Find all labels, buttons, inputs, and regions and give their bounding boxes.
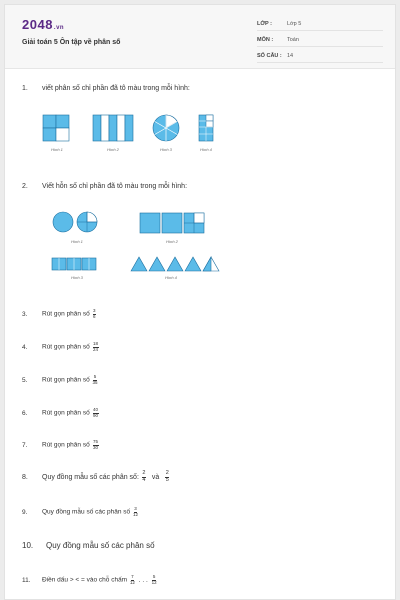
fraction	[93, 375, 98, 385]
meta-subject	[257, 33, 383, 47]
denominator: 12	[129, 579, 135, 585]
meta-label: SỐ CÂU :	[257, 53, 282, 59]
numerator: 5	[152, 574, 156, 579]
fraction	[93, 440, 99, 450]
figure-caption: Hình 2	[166, 239, 178, 244]
denominator: 4	[142, 476, 146, 483]
page-title: Giải toán 5 Ôn tập về phân số	[22, 39, 121, 46]
fraction	[133, 507, 138, 517]
question-text: viết phân số chỉ phần đã tô màu trong mỗi hình:	[42, 85, 190, 92]
q1-figure-2	[93, 115, 133, 141]
fraction	[165, 471, 169, 483]
denominator: 35	[92, 379, 98, 385]
figure-caption: Hình 2	[107, 147, 119, 152]
numerator: 5	[93, 374, 97, 379]
numerator: 18	[93, 341, 99, 346]
question-text: Rút gọn phân số	[42, 310, 90, 318]
meta-label: MÔN :	[257, 37, 274, 43]
question-number: 3.	[22, 310, 28, 318]
question-3	[22, 309, 97, 319]
numerator: 75	[93, 439, 99, 444]
q1-figures	[5, 109, 396, 147]
q2-figure-1	[53, 212, 97, 232]
numerator: 3	[93, 308, 96, 313]
q2-figure-3	[52, 258, 96, 270]
question-text: Điền dấu > < = vào chỗ chấm	[42, 576, 128, 584]
question-text: Rút gọn phân số	[42, 343, 90, 351]
numerator: 7	[131, 574, 134, 579]
denominator: 12	[151, 579, 157, 585]
question-number: 7.	[22, 441, 28, 449]
meta-value: Lớp 5	[287, 21, 302, 27]
question-11	[22, 575, 158, 585]
joiner-text: và	[151, 473, 160, 481]
fraction	[93, 408, 99, 418]
fraction	[130, 575, 135, 585]
question-9	[22, 507, 139, 517]
fraction	[152, 575, 157, 585]
question-10	[22, 541, 155, 550]
question-number: 8.	[22, 473, 28, 481]
numerator: 3	[134, 506, 137, 511]
question-text: Rút gọn phân số	[42, 441, 90, 449]
comparison-blank: . . .	[138, 576, 148, 584]
meta-value: Toán	[287, 37, 299, 43]
numerator: 2	[142, 470, 146, 476]
denominator: 6	[93, 313, 96, 319]
question-text: Quy đồng mẫu số các phân số	[42, 508, 131, 516]
fraction	[93, 342, 99, 352]
figure-caption: Hình 1	[51, 147, 63, 152]
worksheet-page	[4, 4, 396, 600]
logo-suffix: .vn	[53, 25, 65, 31]
q2-figure-2	[140, 213, 204, 233]
question-number: 10.	[22, 541, 34, 550]
figure-caption: Hình 4	[200, 147, 212, 152]
site-logo[interactable]	[22, 17, 64, 32]
figure-caption: Hình 3	[160, 147, 172, 152]
logo-text: 2048	[22, 17, 53, 32]
question-4	[22, 342, 100, 352]
q1-figure-4	[199, 115, 213, 141]
figure-caption: Hình 3	[71, 275, 83, 280]
figure-caption: Hình 4	[165, 275, 177, 280]
numerator: 40	[93, 407, 99, 412]
denominator: 5	[165, 476, 169, 483]
figure-caption: Hình 1	[71, 239, 83, 244]
question-text: Quy đồng mẫu số các phân số	[46, 541, 155, 550]
fraction	[142, 471, 146, 483]
question-number: 5.	[22, 376, 28, 384]
question-5	[22, 375, 99, 385]
meta-class	[257, 17, 383, 31]
question-7	[22, 440, 100, 450]
question-number: 11.	[22, 576, 31, 584]
question-2	[22, 183, 187, 190]
denominator: 12	[132, 511, 138, 517]
question-6	[22, 408, 100, 418]
meta-value: 14	[287, 53, 294, 59]
question-number: 9.	[22, 508, 28, 516]
question-number: 4.	[22, 343, 28, 351]
question-number: 1.	[22, 85, 28, 92]
numerator: 2	[165, 470, 169, 476]
q2-figure-4	[131, 257, 219, 271]
question-number: 6.	[22, 409, 28, 417]
denominator: 30	[93, 444, 99, 450]
q1-figure-3	[153, 115, 179, 141]
question-text: Rút gọn phân số	[42, 376, 90, 384]
q1-figure-1	[43, 115, 69, 141]
meta-label: LỚP :	[257, 21, 272, 27]
question-text: Viết hỗn số chỉ phần đã tô màu trong mỗi hình:	[42, 183, 188, 190]
meta-question-count	[257, 49, 383, 63]
question-1	[22, 85, 190, 92]
denominator: 24	[93, 346, 99, 352]
question-8	[22, 471, 170, 483]
fraction	[93, 309, 97, 319]
worksheet-header	[5, 5, 396, 69]
denominator: 90	[93, 412, 99, 418]
question-text: Rút gọn phân số	[42, 409, 90, 417]
q2-figures	[5, 205, 396, 285]
question-text: Quy đồng mẫu số các phân số:	[42, 473, 139, 481]
question-number: 2.	[22, 183, 28, 190]
